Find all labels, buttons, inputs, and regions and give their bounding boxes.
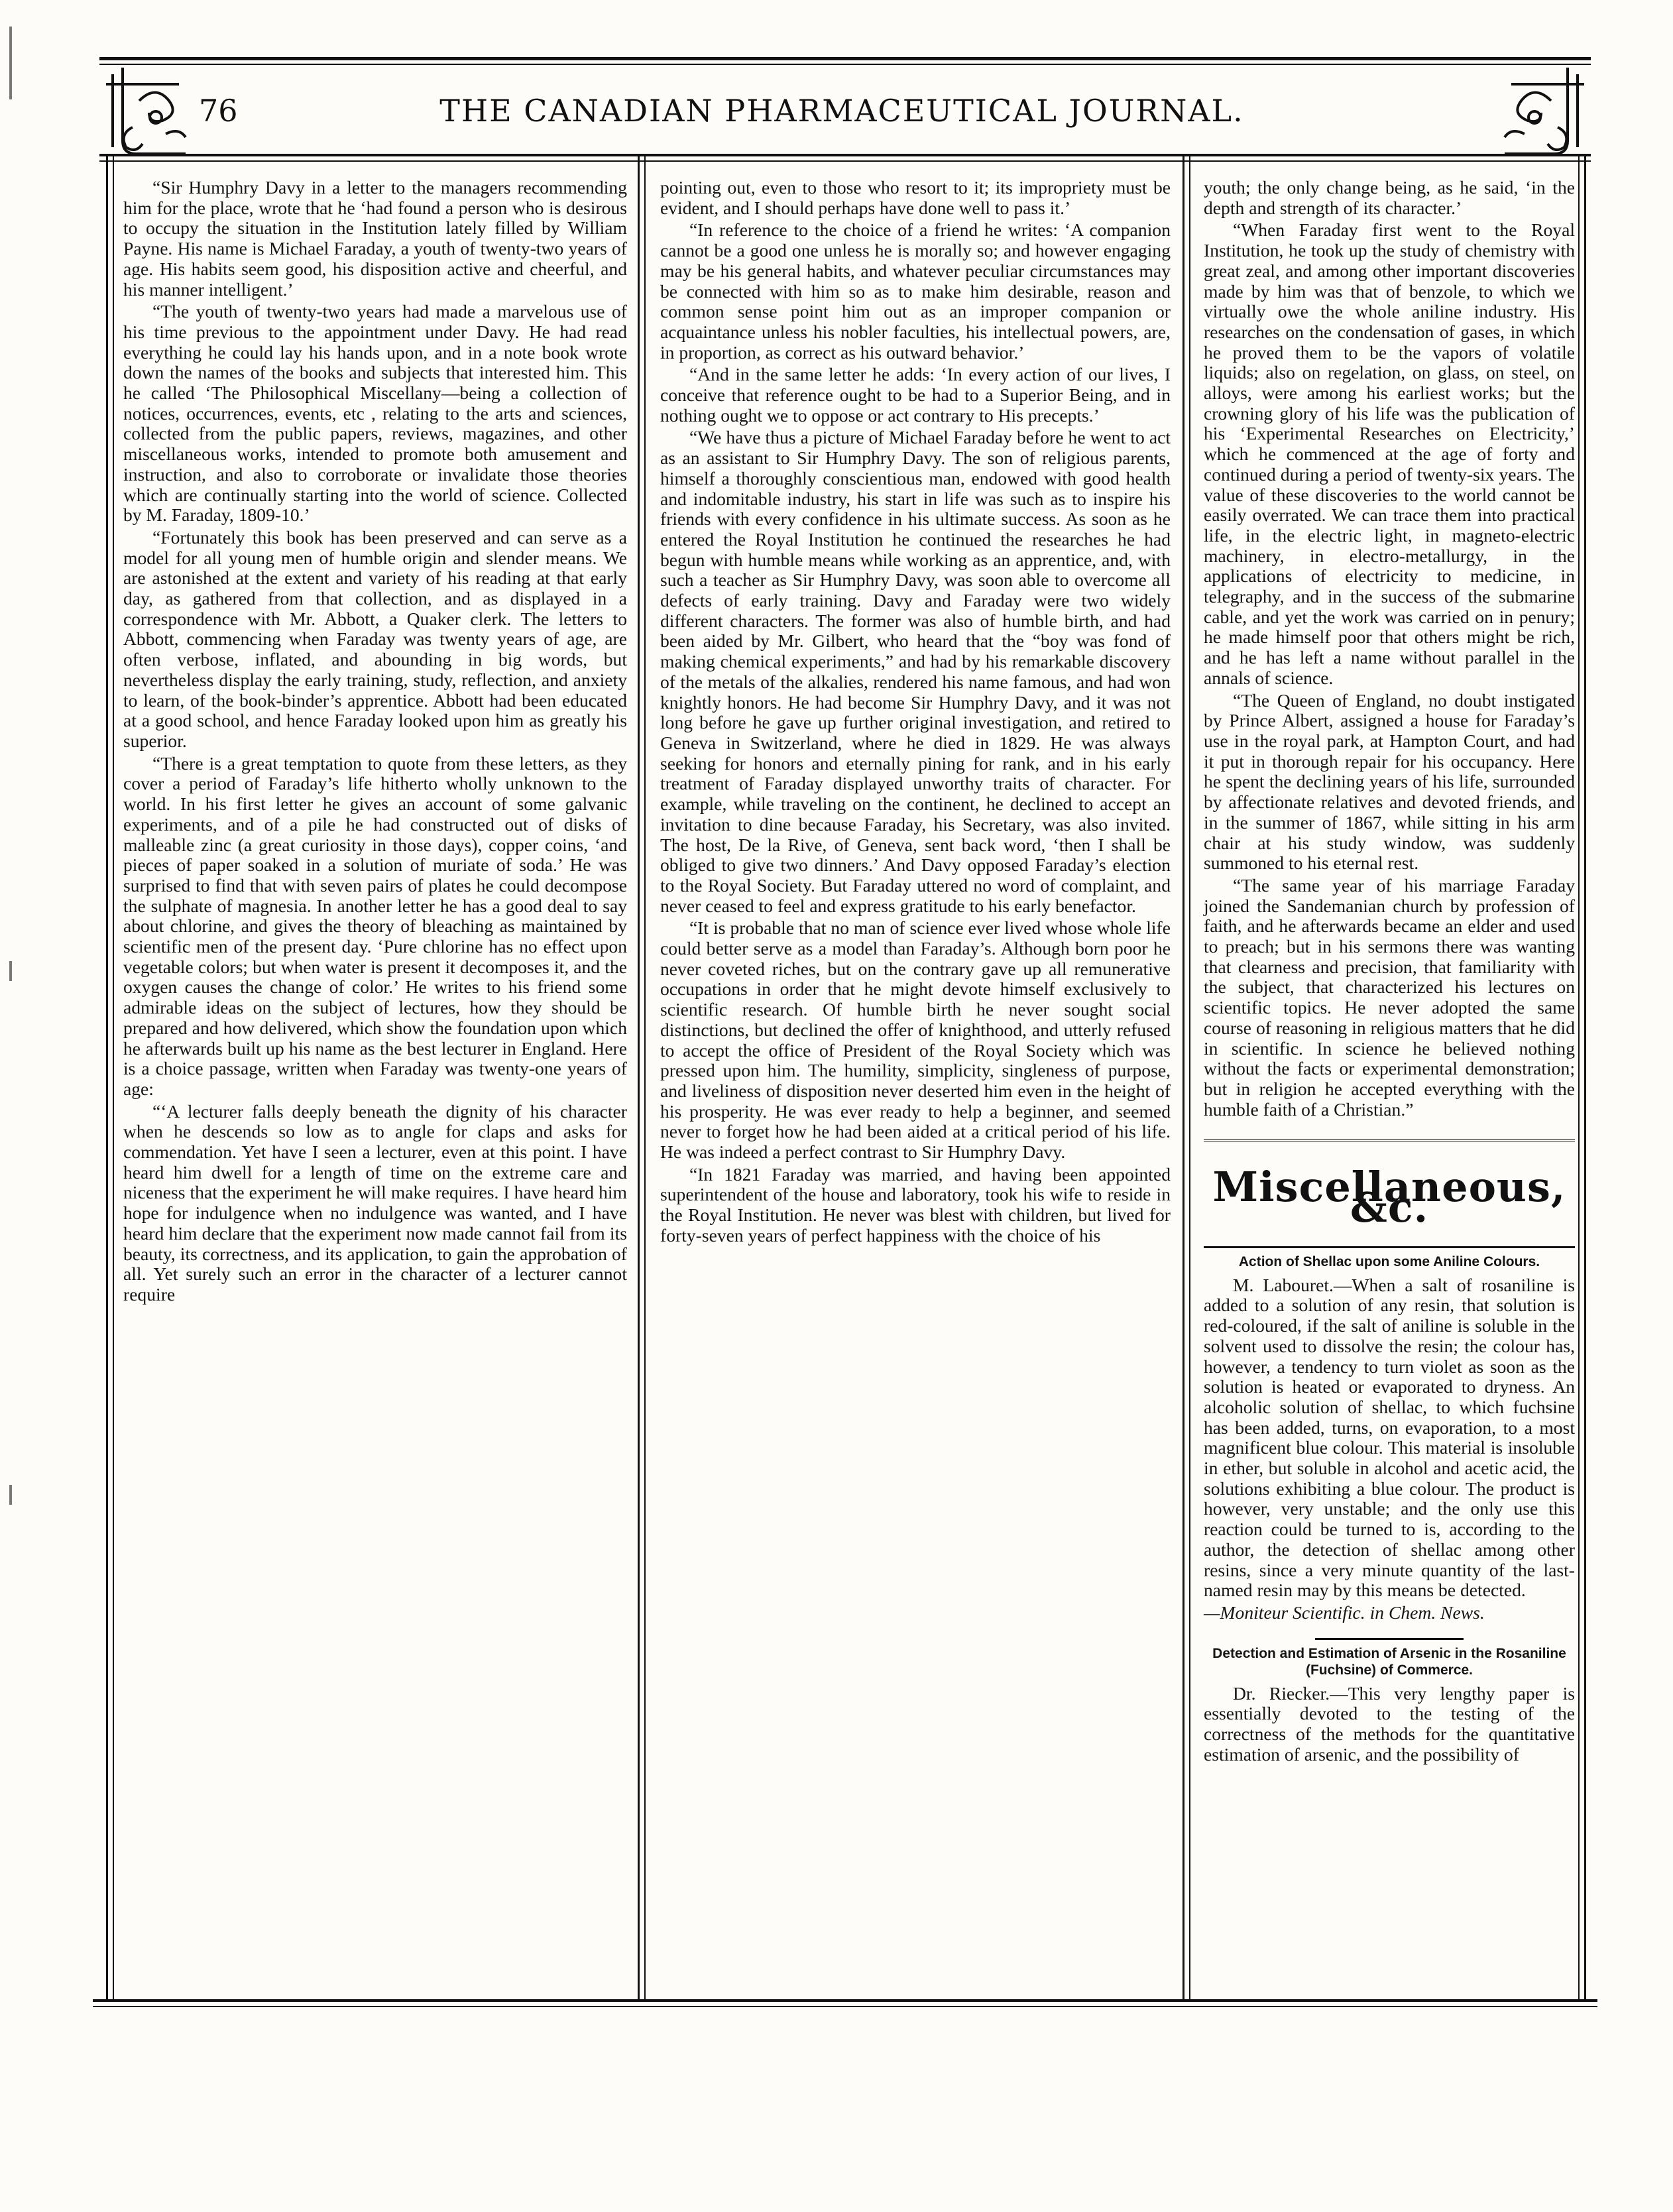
article2-body: Dr. Riecker.—This very lengthy paper is essentially devoted to the testing of the correctness of the methods for the quantitative estimation of arsenic, and the possibility of: [1204, 1682, 1575, 1765]
frame-right-rule: [1584, 156, 1586, 1999]
journal-title: THE CANADIAN PHARMACEUTICAL JOURNAL.: [439, 93, 1244, 129]
article1-body: M. Labouret.—When a salt of rosaniline is added to a solution of any resin, that solution is red-coloured, if the salt of aniline is soluble in the solvent used to dissolve the resin; the colour has, however, a tendency to turn violet as soon as the solution is heated or evaporated to dryness. An alcoholic solution of shellac, to which fuchsine has been added, turns, on evaporation, to a most magnificent blue colour. This material is insoluble in ether, but soluble in alcohol and acetic acid, the solutions exhibiting a blue colour. The product is however, very unstable; and the only use this reaction could be turned to is, according to the author, the detection of shellac among other resins, since a very minute quantity of the last-named resin may by this means be detected.: [1204, 1274, 1575, 1601]
column2-paragraph-1: pointing out, even to those who resort to it; its impropriety must be evident, and I should perhaps have done well to pass it.’: [660, 177, 1171, 218]
frame-left-rule-inner: [113, 156, 114, 1999]
column-separator-2: [1183, 156, 1184, 1999]
header-rule-top: [99, 57, 1591, 60]
column2-paragraph-2: “In reference to the choice of a friend he writes: ‘A companion cannot be a good one unless he is morally so; and however engaging may be his general habits, and whatever peculiar circumstances may be connected with him so as to make him desirable, reason and common sense point him out as an improper companion or acquaintance unless his nobler faculties, his intellectual powers, are, in proportion, as correct as his outward behavior.’: [660, 219, 1171, 363]
frame-left-rule: [106, 156, 108, 1999]
column3-paragraph-4: “The same year of his marriage Faraday joined the Sandemanian church by profession of faith, and he afterwards became an elder and used to preach; but in his sermons there was wanting that clearness and precision, that familiarity with the subject, that characterized his lectures on scientific topics. He never adopted the same course of reasoning in religious matters that he did in scientific. In science he believed nothing without the facts or experimental demonstration; but in religion he accepted everything with the humble faith of a Christian.”: [1204, 874, 1575, 1120]
heading-rule: [1204, 1246, 1575, 1248]
column2-paragraph-6: “In 1821 Faraday was married, and having been appointed superintendent of the house and laboratory, took his wife to reside in the Royal Institution. He never was blest with children, but lived for forty-seven years of perfect happiness with the choice of his: [660, 1163, 1171, 1246]
page-number: 76: [199, 93, 238, 129]
column1-paragraph-2: “The youth of twenty-two years had made a marvelous use of his time previous to the appointment under Davy. He had read everything he could lay his hands upon, and in a note book wrote down the names of the books and subjects that interested him. This he called ‘The Philosophical Miscellany—being a collection of notices, occurrences, events, etc , relating to the arts and sciences, collected from the public papers, reviews, magazines, and other miscellaneous works, intended to promote both amusement and instruction, and also to corroborate or invalidate those theories which are continually starting into the world of science. Collected by M. Faraday, 1809-10.’: [123, 301, 627, 526]
column-2: [660, 178, 1171, 1246]
column2-paragraph-4: “We have thus a picture of Michael Faraday before he went to act as an assistant to Sir Humphry Davy. The son of religious parents, himself a thoroughly conscientious man, endowed with good health and indomitable industry, his start in life was such as to inspire his friends with every confidence in his ultimate success. As soon as he entered the Royal Institution he continued the researches he had begun with humble means while working as an apprentice, and, with such a teacher as Sir Humphry Davy, was soon able to overcome all defects of early training. Davy and Faraday were two widely different characters. The former was also of humble birth, and had been aided by Mr. Gilbert, who heard that the “boy was fond of making chemical experiments,” and had by his remarkable discovery of the metals of the alkalies, rendered his name famous, and had won knightly honors. He had become Sir Humphry Davy, and it was not long before he gave up further original investigation, and retired to Geneva in Switzerland, where he died in 1829. He was always seeking for honors and eternally pining for rank, and in his early treatment of Faraday displayed unworthy traits of character. For example, while traveling on the continent, he declined to accept an invitation to dine because Faraday, his Secretary, was also invited. The host, De la Rive, of Geneva, sent back word, ‘then I shall be obliged to give two dinners.’ And Davy opposed Faraday’s election to the Royal Society. But Faraday uttered no word of complaint, and never ceased to feel and express gratitude to his early benefactor.: [660, 427, 1171, 916]
header-rule-bottom-thin: [99, 160, 1591, 162]
column1-paragraph-3: “Fortunately this book has been preserved and can serve as a model for all young men of humble origin and slender means. We are astonished at the extent and variety of his reading at that early day, as gathered from that collection, and as displayed in a correspondence with Mr. Abbott, a Quaker clerk. The letters to Abbott, commencing when Faraday was twenty years of age, are often verbose, inflated, and abounding in big words, but nevertheless display the early training, study, reflection, and anxiety to learn, of the book-binder’s apprentice. Abbott had been educated at a good school, and hence Faraday looked upon him as greatly his superior.: [123, 526, 627, 751]
column3-paragraph-3: “The Queen of England, no doubt instigated by Prince Albert, assigned a house for Faraday’s use in the royal park, at Hampton Court, and had it put in thorough repair for his occupancy. Here he spent the declining years of his life, surrounded by affectionate relatives and devoted friends, and in the summer of 1867, while sitting in his arm chair at his study window, was suddenly summoned to his eternal rest.: [1204, 689, 1575, 874]
header-rule-bottom: [99, 154, 1591, 156]
header-rule-top-thin: [99, 64, 1591, 65]
column1-paragraph-4: “There is a great temptation to quote from these letters, as they cover a period of Faraday’s life hitherto wholly unknown to the world. In his first letter he gives an account of some galvanic experiments, and of a pile he had constructed out of disks of malleable zinc (a great curiosity in those days), copper coins, ‘and pieces of paper soaked in a solution of muriate of soda.’ He was surprised to find that with seven pairs of plates he could decompose the sulphate of magnesia. In another letter he has a good deal to say about chlorine, and gives the theory of bleaching as maintained by scientific men of the present day. ‘Pure chlorine has no effect upon vegetable colors; but when water is present it decomposes it, and the oxygen causes the change of color.’ He writes to his friend some admirable ideas on the subject of lectures, how they should be prepared and how delivered, which show the foundation upon which he afterwards built up his name as the best lecturer in England. Here is a choice passage, written when Faraday was twenty-one years of age:: [123, 752, 627, 1099]
frame-right-rule-inner: [1578, 156, 1580, 1999]
column-separator-2-inner: [1189, 156, 1190, 1999]
column2-paragraph-5: “It is probable that no man of science ever lived whose whole life could better serve as a model than Faraday’s. Although born poor he never coveted riches, but on the contrary gave up all remunerative occupations in order that he might devote himself exclusively to scientific research. Of humble birth he never sought social distinctions, but declined the offer of knighthood, and utterly refused to accept the office of President of the Royal Society which was pressed upon him. The humility, simplicity, singleness of purpose, and liveliness of disposition never deserted him even in the height of his prosperity. He was ever ready to help a beginner, and seemed never to forget how he had been aided at a critical period of his life. He was indeed a perfect contrast to Sir Humphry Davy.: [660, 917, 1171, 1163]
scroll-ornament-right-icon: [1491, 61, 1591, 160]
column1-paragraph-5: “‘A lecturer falls deeply beneath the dignity of his character when he descends so low as to angle for claps and asks for commendation. Yet have I seen a lecturer, even at this point. I have heard him dwell for a length of time on the extreme care and niceness that the experiment he will make requires. I have heard him hope for indulgence when no indulgence was wanted, and I have heard him declare that the experiment now made cannot fail from its beauty, its correctness, and its application, to gain the approbation of all. Yet surely such an error in the character of a lecturer cannot require: [123, 1100, 627, 1305]
article2-title: Detection and Estimation of Arsenic in the Rosaniline (Fuchsine) of Commerce.: [1212, 1645, 1566, 1678]
footer-rule-thin: [93, 2006, 1597, 2007]
miscellaneous-heading: Miscellaneous, &c.: [1212, 1163, 1566, 1232]
footer-rule: [93, 1999, 1597, 2002]
section-divider: [1204, 1139, 1575, 1141]
column-3: [1204, 178, 1575, 1765]
article1-source: —Moniteur Scientific. in Chem. News.: [1204, 1602, 1485, 1623]
column-1: [123, 178, 627, 1305]
scan-edge-mark: [9, 1485, 12, 1505]
scan-edge-mark: [9, 961, 12, 981]
column2-paragraph-3: “And in the same letter he adds: ‘In every action of our lives, I conceive that reference ought to be had to a Superior Being, and in nothing ought we to oppose or act contrary to His precepts.’: [660, 364, 1171, 426]
article-divider: [1315, 1638, 1464, 1640]
column1-paragraph-1: “Sir Humphry Davy in a letter to the managers recommending him for the place, wrote that he ‘had found a person who is desirous to occupy the situation in the Institution lately filled by William Payne. His name is Michael Faraday, a youth of twenty-two years of age. His habits seem good, his disposition active and cheerful, and his manner intelligent.’: [123, 177, 627, 300]
column3-paragraph-2: “When Faraday first went to the Royal Institution, he took up the study of chemistry with great zeal, and among other important discoveries made by him was that of benzole, to which we virtually owe the whole aniline industry. His researches on the condensation of gases, in which he proved them to be the vapors of volatile liquids; also on regelation, on glass, on steel, on alloys, were among his earliest works; but the crowning glory of his life was the publication of his ‘Experimental Researches on Electricity,’ which he commenced at the age of forty and continued during a period of twenty-six years. The value of these discoveries to the world cannot be easily overrated. We can trace them into practical life, in the electric light, in magneto-electric machinery, in electro-metallurgy, in the applications of electricity to medicine, in telegraphy, and in the success of the submarine cable, and yet the work was carried on in penury; he made himself poor that others might be rich, and he has left a name without parallel in the annals of science.: [1204, 219, 1575, 688]
scroll-ornament-left-icon: [99, 61, 199, 160]
scan-edge-mark: [9, 27, 12, 99]
column3-paragraph-1: youth; the only change being, as he said, ‘in the depth and strength of its character.’: [1204, 177, 1575, 218]
column-separator-1-inner: [644, 156, 646, 1999]
article1-title: Action of Shellac upon some Aniline Colours.: [1238, 1253, 1540, 1269]
column-separator-1: [638, 156, 640, 1999]
